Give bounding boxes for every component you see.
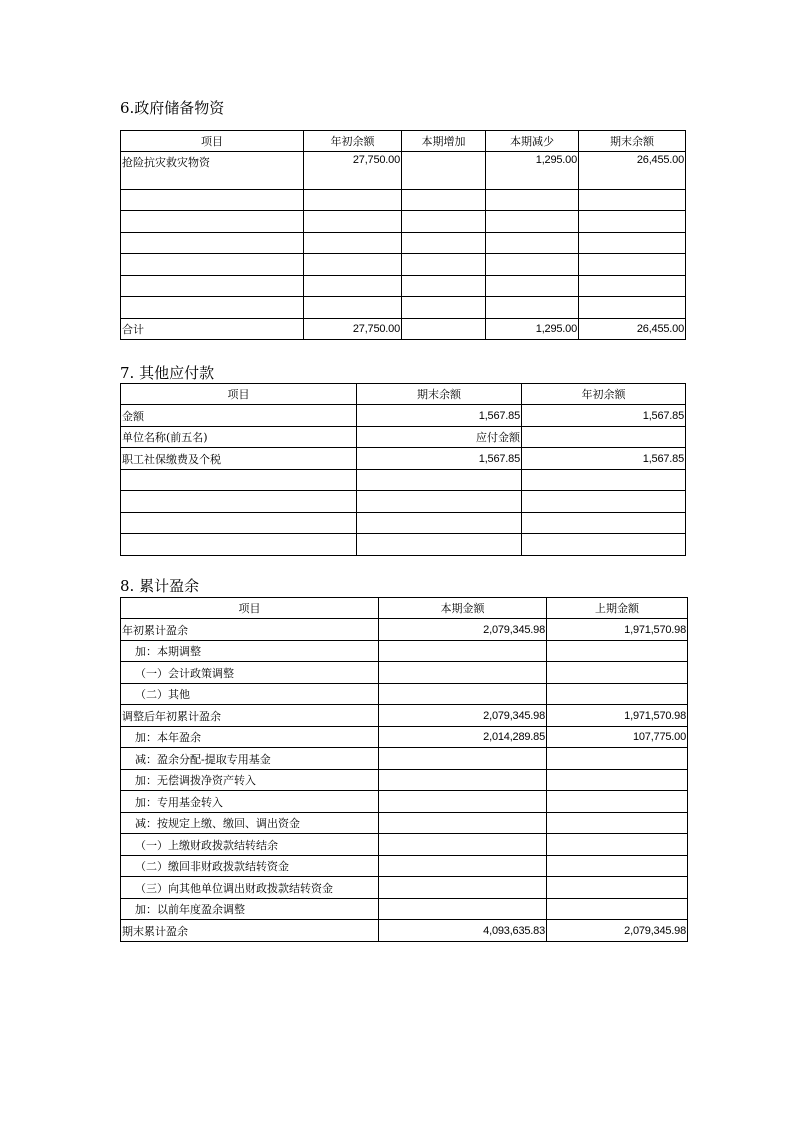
row-label: 金额 — [121, 405, 357, 427]
table-header-row — [121, 598, 688, 619]
cell-value — [547, 813, 688, 834]
cell-value — [379, 684, 547, 705]
cell-value — [547, 662, 688, 684]
row-label — [121, 276, 304, 297]
row-label: 年初累计盈余 — [121, 619, 379, 641]
column-header: 项目 — [121, 384, 357, 405]
table-row — [121, 448, 686, 470]
row-label: 调整后年初累计盈余 — [121, 705, 379, 727]
cell-value — [547, 856, 688, 877]
cell-value — [379, 856, 547, 877]
cell-value: 1,567.85 — [357, 405, 522, 427]
row-label: （一）会计政策调整 — [121, 662, 379, 684]
row-label: （三）向其他单位调出财政拨款结转资金 — [121, 877, 379, 899]
table-row — [121, 770, 688, 791]
section-8-title: 8. 累计盈余 — [120, 577, 200, 595]
cell-value — [522, 470, 686, 491]
row-label: 加：本年盈余 — [121, 727, 379, 748]
table-row — [121, 705, 688, 727]
cell-value: 1,295.00 — [486, 152, 579, 190]
cell-value — [379, 834, 547, 856]
table-row — [121, 684, 688, 705]
column-header: 本期金额 — [379, 598, 547, 619]
cell-value — [547, 899, 688, 920]
cell-value — [304, 297, 402, 319]
cell-value: 1,567.85 — [522, 405, 686, 427]
row-label: 职工社保缴费及个税 — [121, 448, 357, 470]
total-row — [121, 319, 686, 340]
cell-value — [579, 297, 686, 319]
cell-value — [379, 813, 547, 834]
cell-value — [486, 297, 579, 319]
row-label — [121, 211, 304, 233]
cell-value — [402, 276, 486, 297]
table-row — [121, 427, 686, 448]
cell-value: 1,971,570.98 — [547, 705, 688, 727]
cell-value — [402, 297, 486, 319]
cell-value — [547, 791, 688, 813]
table-row — [121, 662, 688, 684]
cell-value: 27,750.00 — [304, 319, 402, 340]
row-label: 合计 — [121, 319, 304, 340]
cell-value — [579, 211, 686, 233]
row-label: （一）上缴财政拨款结转结余 — [121, 834, 379, 856]
row-label: 加：本期调整 — [121, 641, 379, 662]
cell-value — [402, 319, 486, 340]
column-header: 上期金额 — [547, 598, 688, 619]
column-header: 本期增加 — [402, 131, 486, 152]
table-row — [121, 513, 686, 534]
cell-value — [579, 276, 686, 297]
row-label — [121, 297, 304, 319]
row-label: 加：以前年度盈余调整 — [121, 899, 379, 920]
cell-value — [547, 834, 688, 856]
cell-value — [579, 190, 686, 211]
cell-value: 4,093,635.83 — [379, 920, 547, 942]
cell-value — [357, 513, 522, 534]
column-header: 项目 — [121, 598, 379, 619]
row-label — [121, 470, 357, 491]
table-row — [121, 276, 686, 297]
section-7-title: 7. 其他应付款 — [120, 364, 215, 382]
table-row — [121, 619, 688, 641]
section-6-title: 6.政府储备物资 — [120, 99, 225, 117]
cell-value — [547, 684, 688, 705]
cell-value — [402, 211, 486, 233]
row-label — [121, 254, 304, 276]
row-label — [121, 190, 304, 211]
table-row — [121, 297, 686, 319]
table-row — [121, 899, 688, 920]
column-header: 年初余额 — [304, 131, 402, 152]
table-row — [121, 254, 686, 276]
cell-value — [379, 748, 547, 770]
table-row — [121, 877, 688, 899]
accumulated-surplus-table — [120, 597, 688, 942]
cell-value: 27,750.00 — [304, 152, 402, 190]
row-label — [121, 513, 357, 534]
cell-value — [357, 491, 522, 513]
table-row — [121, 641, 688, 662]
cell-value — [304, 190, 402, 211]
cell-value: 26,455.00 — [579, 152, 686, 190]
cell-value: 应付金额 — [357, 427, 522, 448]
table-row — [121, 190, 686, 211]
cell-value — [304, 211, 402, 233]
cell-value: 1,567.85 — [522, 448, 686, 470]
row-label: 期末累计盈余 — [121, 920, 379, 942]
table-row — [121, 727, 688, 748]
cell-value — [402, 152, 486, 190]
cell-value — [379, 641, 547, 662]
cell-value — [547, 877, 688, 899]
cell-value — [379, 877, 547, 899]
cell-value — [402, 254, 486, 276]
table-row — [121, 813, 688, 834]
cell-value — [304, 233, 402, 254]
row-label: 加：专用基金转入 — [121, 791, 379, 813]
cell-value — [522, 491, 686, 513]
row-label: 减：按规定上缴、缴回、调出资金 — [121, 813, 379, 834]
column-header: 期末余额 — [579, 131, 686, 152]
table-row — [121, 748, 688, 770]
cell-value — [402, 233, 486, 254]
row-label: 抢险抗灾救灾物资 — [121, 152, 304, 190]
table-row — [121, 534, 686, 556]
cell-value — [379, 662, 547, 684]
cell-value — [547, 770, 688, 791]
cell-value — [579, 254, 686, 276]
column-header: 项目 — [121, 131, 304, 152]
cell-value: 1,295.00 — [486, 319, 579, 340]
cell-value: 1,971,570.98 — [547, 619, 688, 641]
cell-value — [547, 748, 688, 770]
cell-value: 2,014,289.85 — [379, 727, 547, 748]
table-header-row — [121, 131, 686, 152]
table-row — [121, 233, 686, 254]
cell-value: 107,775.00 — [547, 727, 688, 748]
cell-value: 2,079,345.98 — [379, 619, 547, 641]
row-label — [121, 233, 304, 254]
row-label — [121, 534, 357, 556]
cell-value — [579, 233, 686, 254]
other-payables-table — [120, 383, 686, 556]
cell-value — [522, 534, 686, 556]
cell-value — [357, 470, 522, 491]
cell-value — [522, 427, 686, 448]
row-label: 单位名称(前五名) — [121, 427, 357, 448]
total-row — [121, 920, 688, 942]
row-label — [121, 491, 357, 513]
column-header: 本期减少 — [486, 131, 579, 152]
cell-value: 1,567.85 — [357, 448, 522, 470]
table-header-row — [121, 384, 686, 405]
row-label: （二）缴回非财政拨款结转资金 — [121, 856, 379, 877]
table-row — [121, 211, 686, 233]
cell-value — [402, 190, 486, 211]
table-row — [121, 152, 686, 190]
cell-value — [486, 276, 579, 297]
cell-value — [486, 190, 579, 211]
government-reserves-table — [120, 130, 686, 340]
table-row — [121, 405, 686, 427]
row-label: 加：无偿调拨净资产转入 — [121, 770, 379, 791]
cell-value — [304, 254, 402, 276]
column-header: 期末余额 — [357, 384, 522, 405]
cell-value — [486, 211, 579, 233]
cell-value — [379, 791, 547, 813]
cell-value — [379, 899, 547, 920]
table-row — [121, 856, 688, 877]
cell-value — [547, 641, 688, 662]
cell-value — [522, 513, 686, 534]
cell-value — [357, 534, 522, 556]
row-label: 减：盈余分配-提取专用基金 — [121, 748, 379, 770]
cell-value — [304, 276, 402, 297]
cell-value: 2,079,345.98 — [379, 705, 547, 727]
column-header: 年初余额 — [522, 384, 686, 405]
cell-value: 2,079,345.98 — [547, 920, 688, 942]
cell-value — [379, 770, 547, 791]
cell-value: 26,455.00 — [579, 319, 686, 340]
table-row — [121, 834, 688, 856]
table-row — [121, 470, 686, 491]
row-label: （二）其他 — [121, 684, 379, 705]
cell-value — [486, 254, 579, 276]
table-row — [121, 791, 688, 813]
table-row — [121, 491, 686, 513]
cell-value — [486, 233, 579, 254]
